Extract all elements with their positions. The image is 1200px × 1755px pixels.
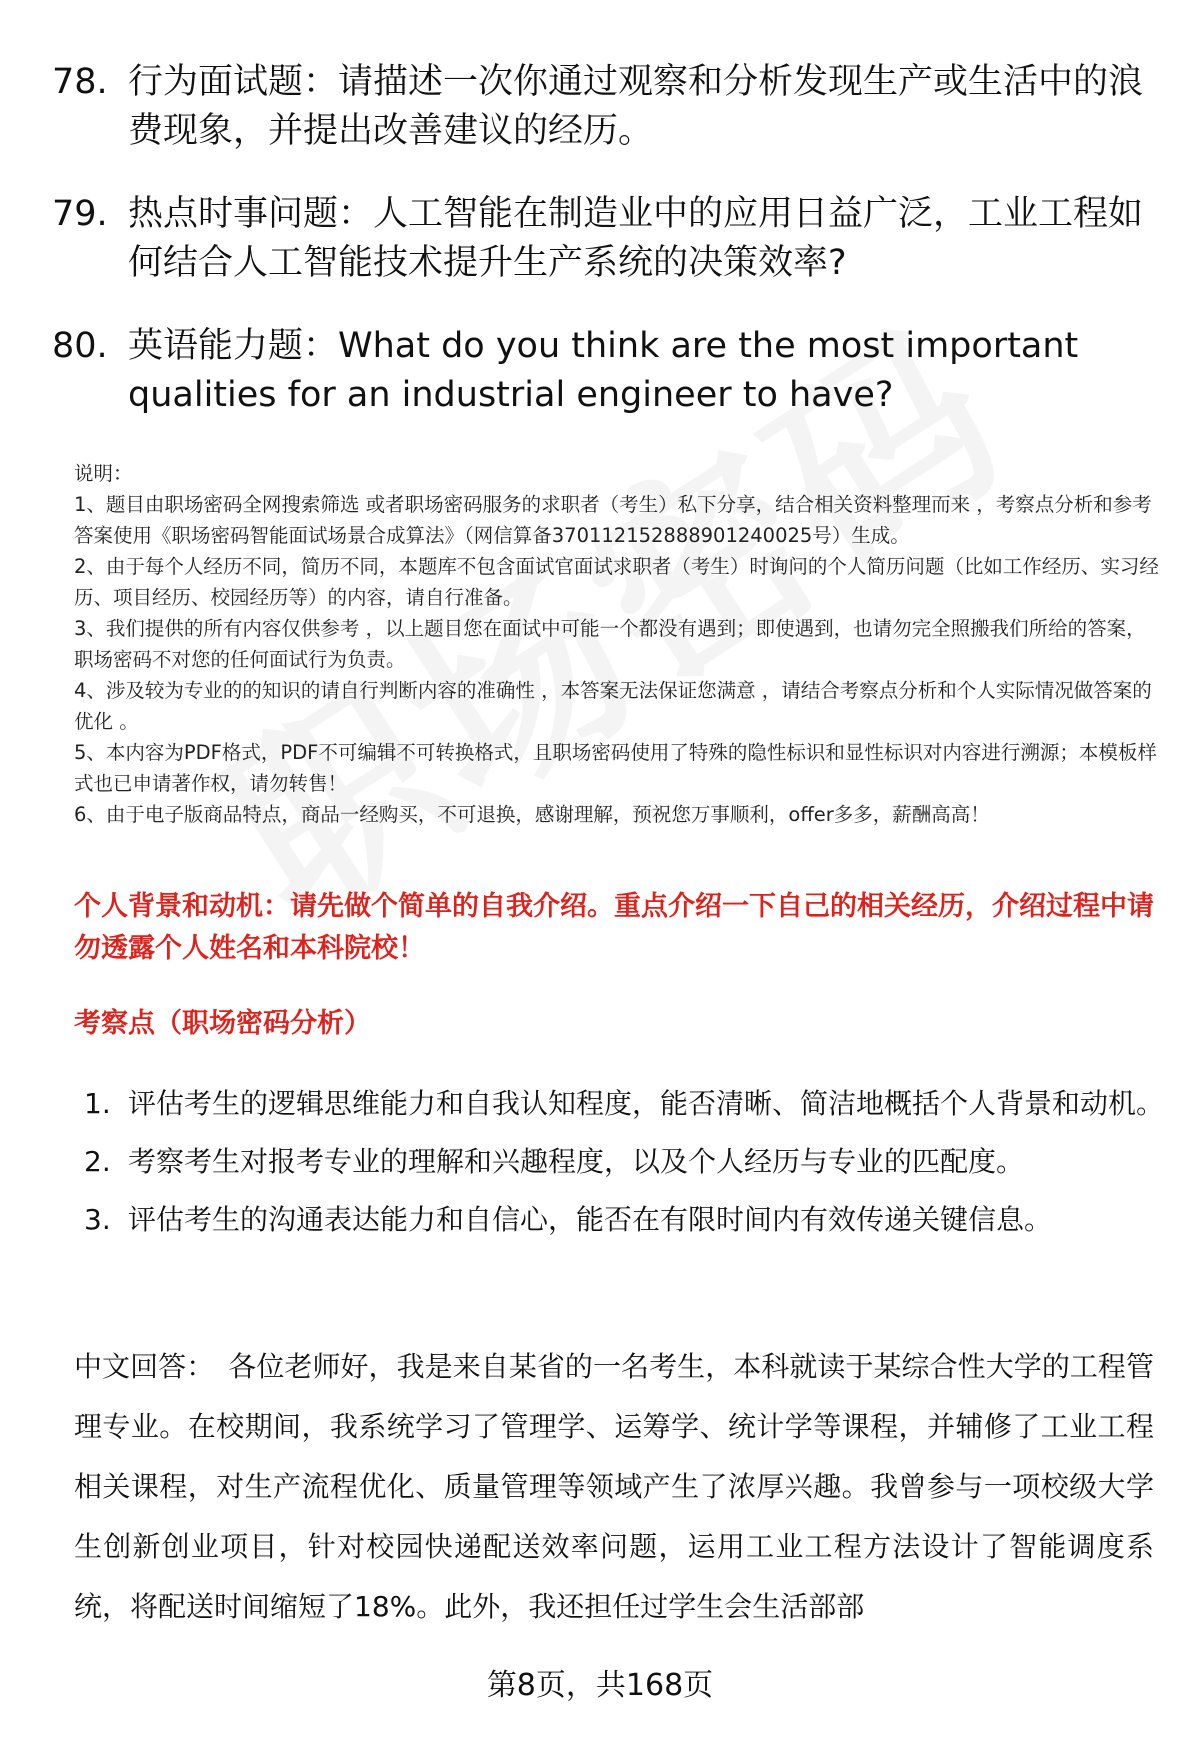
exam-points-list (84, 1075, 1164, 1249)
answer-label: 中文回答： (74, 1350, 215, 1383)
exam-point-item (84, 1133, 1164, 1191)
question-number: 80. (52, 326, 108, 366)
answer-paragraph (74, 1337, 1154, 1637)
question-text: 英语能力题：What do you think are the most important qualities for an industrial engineer to have? (128, 326, 1079, 415)
points-heading: 考察点（职场密码分析） (74, 1008, 371, 1039)
question-text: 热点时事问题：人工智能在制造业中的应用日益广泛，工业工程如何结合人工智能技术提升生产系统的决策效率? (128, 194, 1144, 283)
note-item: 4、涉及较为专业的的知识的请自行判断内容的准确性 ，本答案无法保证您满意 ，请结合考察点分析和个人实际情况做答案的优化 。 (74, 679, 1152, 733)
exam-point-number: 3. (84, 1203, 111, 1236)
question-text: 行为面试题：请描述一次你通过观察和分析发现生产或生活中的浪费现象，并提出改善建议的经历。 (128, 62, 1144, 151)
exam-point-text: 考察考生对报考专业的理解和兴趣程度，以及个人经历与专业的匹配度。 (128, 1145, 1025, 1178)
exam-point-item (84, 1191, 1164, 1249)
notes-section (74, 458, 1164, 830)
answer-text: 各位老师好，我是来自某省的一名考生，本科就读于某综合性大学的工程管理专业。在校期间，我系统学习了管理学、运筹学、统计学等课程，并辅修了工业工程相关课程，对生产流程优化、质量管理等领域产生了浓厚兴趣。我曾参与一项校级大学生创新创业项目，针对校园快递配送效率问题，运用工业工程方法设计了智能调度系统，将配送时间缩短了18%。此外，我还担任过学生会生活部部 (74, 1350, 1154, 1623)
note-item: 6、由于电子版商品特点，商品一经购买，不可退换，感谢理解，预祝您万事顺利，offer多多，薪酬高高！ (74, 803, 990, 826)
question-number: 78. (52, 62, 108, 102)
note-item: 3、我们提供的所有内容仅供参考 ，以上题目您在面试中可能一个都没有遇到；即使遇到，也请勿完全照搬我们所给的答案，职场密码不对您的任何面试行为负责。 (74, 617, 1146, 671)
question-heading: 个人背景和动机：请先做个简单的自我介绍。重点介绍一下自己的相关经历，介绍过程中请勿透露个人姓名和本科院校！ (74, 891, 1154, 964)
page-footer: 第8页，共168页 (486, 1668, 714, 1703)
note-item: 2、由于每个人经历不同，简历不同，本题库不包含面试官面试求职者（考生）时询问的个人简历问题（比如工作经历、实习经历、项目经历、校园经历等）的内容，请自行准备。 (74, 555, 1159, 609)
exam-point-text: 评估考生的沟通表达能力和自信心，能否在有限时间内有效传递关键信息。 (128, 1203, 1053, 1236)
notes-title: 说明： (74, 462, 133, 485)
exam-point-text: 评估考生的逻辑思维能力和自我认知程度，能否清晰、简洁地概括个人背景和动机。 (128, 1087, 1165, 1120)
question-item (52, 58, 1162, 156)
question-item (52, 322, 1162, 420)
exam-point-number: 2. (84, 1145, 111, 1178)
question-number: 79. (52, 194, 108, 234)
question-item (52, 190, 1162, 288)
exam-point-item (84, 1075, 1164, 1133)
note-item: 5、本内容为PDF格式，PDF不可编辑不可转换格式，且职场密码使用了特殊的隐性标识和显性标识对内容进行溯源；本模板样式也已申请著作权，请勿转售！ (74, 741, 1157, 795)
exam-point-number: 1. (84, 1087, 111, 1120)
note-item: 1、题目由职场密码全网搜索筛选 或者职场密码服务的求职者（考生）私下分享，结合相关资料整理而来 ，考察点分析和参考答案使用《职场密码智能面试场景合成算法》（网信算备370112152888901240025号）生成。 (74, 493, 1152, 547)
question-list (52, 58, 1162, 454)
